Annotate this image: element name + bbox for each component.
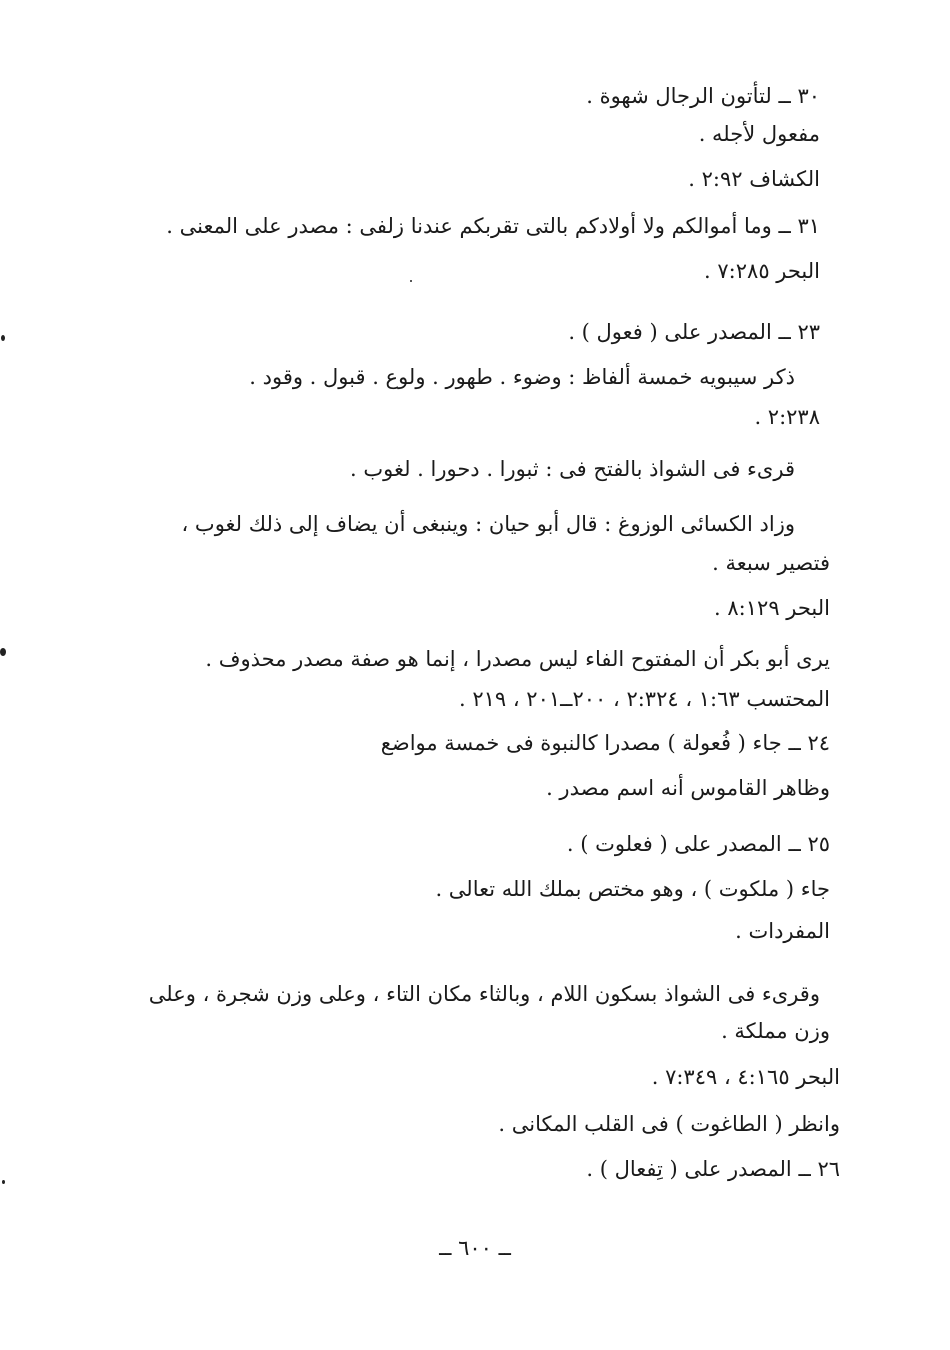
text-line-18: جاء ( ملكوت ) ، وهو مختص بملك الله تعالى . <box>435 877 830 901</box>
text-line-12: البحر ٨:١٢٩ . <box>714 596 830 620</box>
text-line-6: ٢٣ ــ المصدر على ( فعول ) . <box>568 320 820 344</box>
page-number: ــ ٦٠٠ ــ <box>439 1236 511 1260</box>
text-line-5: البحر ٧:٢٨٥ . <box>704 259 820 283</box>
text-line-8: ٢:٢٣٨ . <box>754 405 820 429</box>
text-line-13: يرى أبو بكر أن المفتوح الفاء ليس مصدرا ، إنما هو صفة مصدر محذوف . <box>205 647 830 671</box>
scan-speck <box>1 335 5 341</box>
text-line-1: ٣٠ ــ لتأتون الرجال شهوة . <box>586 84 820 108</box>
text-line-23: وانظر ( الطاغوت ) فى القلب المكانى . <box>498 1112 840 1136</box>
text-line-11: فتصير سبعة . <box>712 551 830 575</box>
text-line-20: وقرىء فى الشواذ بسكون اللام ، وبالثاء مكان التاء ، وعلى وزن شجرة ، وعلى <box>148 982 820 1006</box>
scan-speck <box>410 280 412 282</box>
scan-speck <box>0 648 6 656</box>
text-line-9: قرىء فى الشواذ بالفتح فى : ثبورا . دحورا . لغوب . <box>349 457 795 481</box>
text-line-22: البحر ٤:١٦٥ ، ٧:٣٤٩ . <box>651 1065 840 1089</box>
text-line-7: ذكر سيبويه خمسة ألفاظ : وضوء . طهور . ولوع . قبول . وقود . <box>249 365 795 389</box>
text-line-24: ٢٦ ــ المصدر على ( تِفعال ) . <box>586 1157 840 1181</box>
text-line-17: ٢٥ ــ المصدر على ( فعلوت ) . <box>566 832 830 856</box>
scan-speck <box>2 1180 5 1184</box>
text-line-4: ٣١ ــ وما أموالكم ولا أولادكم بالتى تقربكم عندنا زلفى : مصدر على المعنى . <box>166 214 820 238</box>
text-line-3: الكشاف ٢:٩٢ . <box>688 167 820 191</box>
text-line-19: المفردات . <box>735 919 830 943</box>
text-line-21: وزن مملكة . <box>721 1019 830 1043</box>
text-line-10: وزاد الكسائى الوزوغ : قال أبو حيان : وينبغى أن يضاف إلى ذلك لغوب ، <box>181 512 795 536</box>
text-line-15: ٢٤ ــ جاء ( فُعولة ) مصدرا كالنبوة فى خمسة مواضع <box>380 731 830 755</box>
text-line-14: المحتسب ١:٦٣ ، ٢:٣٢٤ ، ٢٠٠ــ٢٠١ ، ٢١٩ . <box>458 687 830 711</box>
text-line-2: مفعول لأجله . <box>698 122 820 146</box>
text-line-16: وظاهر القاموس أنه اسم مصدر . <box>546 776 830 800</box>
